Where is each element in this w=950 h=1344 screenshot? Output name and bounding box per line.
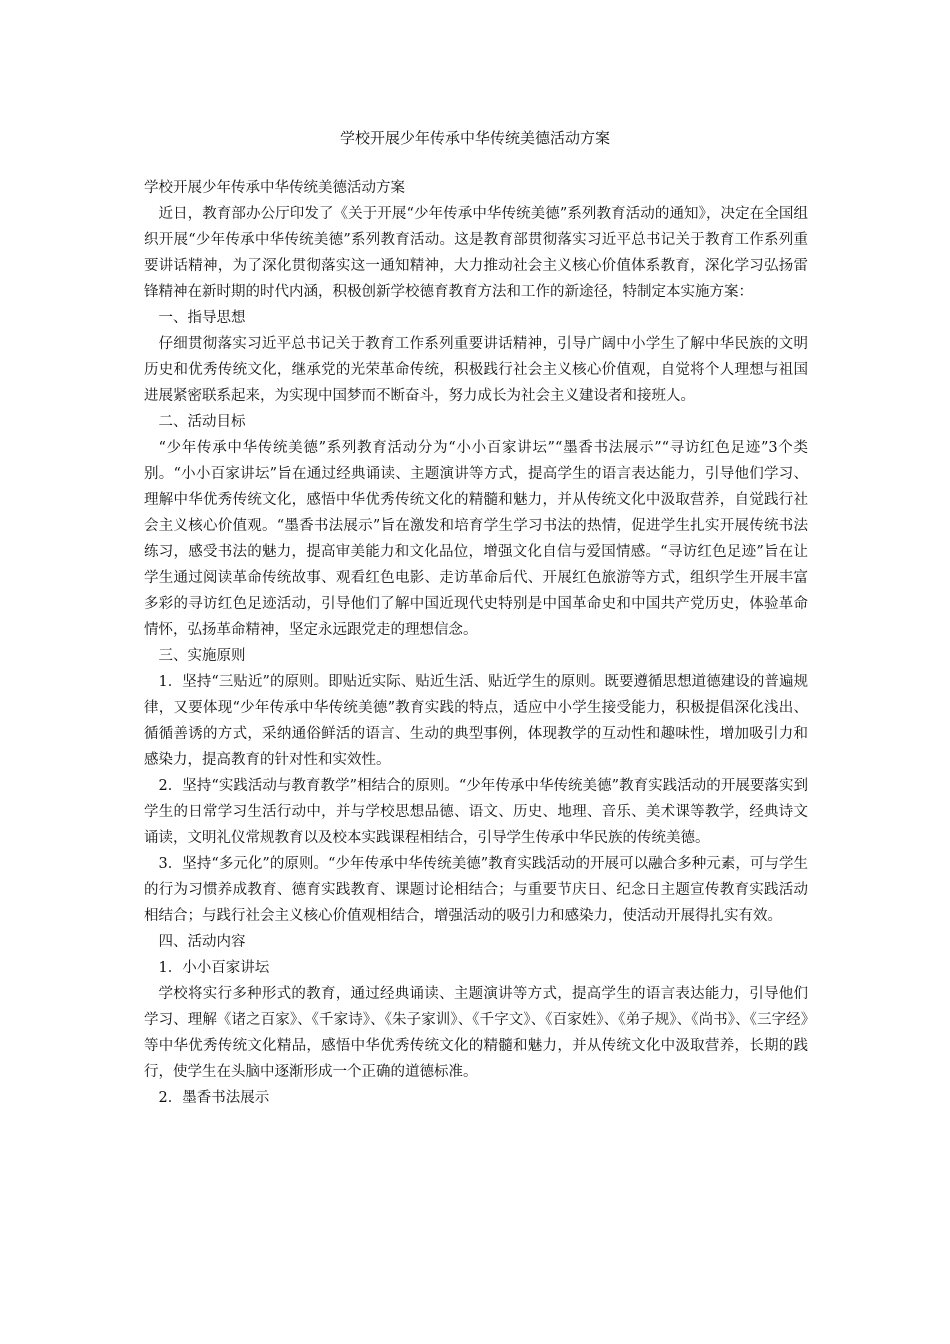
document-title: 学校开展少年传承中华传统美德活动方案 [339,129,610,147]
principle-1-paragraph: 1．坚持“三贴近”的原则。即贴近实际、贴近生活、贴近学生的原则。既要遵循思想道德建设的普遍规律，又要体现“少年传承中华传统美德”教育实践的特点，适应中小学生接受能力，积极提倡深化浅出、循循善诱的方式，采纳通俗鲜活的语言、生动的典型事例，体现教学的互动性和趣味性，增加吸引力和感染力，提高教育的针对性和实效性。 [144,674,808,768]
body-subtitle: 学校开展少年传承中华传统美德活动方案 [144,180,405,196]
section-heading-guiding-ideology: 一、指导思想 [158,310,246,326]
principle-2-paragraph: 2．坚持“实践活动与教育教学”相结合的原则。“少年传承中华传统美德”教育实践活动的开展要落实到学生的日常学习生活行动中，并与学校思想品德、语文、历史、地理、音乐、美术课等教学，经典诗文诵读，文明礼仪常规教育以及校本实践课程相结合，引导学生传承中华民族的传统美德。 [144,778,808,846]
item-1-paragraph: 学校将实行多种形式的教育，通过经典诵读、主题演讲等方式，提高学生的语言表达能力，引导他们学习、理解《诸之百家》、《千家诗》、《朱子家训》、《千字文》、《百家姓》、《弟子规》、《尚书》、《三字经》等中华优秀传统文化精品，感悟中华优秀传统文化的精髓和魅力，并从传统文化中汲取营养，长期的践行，使学生在头脑中逐渐形成一个正确的道德标准。 [144,986,808,1080]
section-heading-activity-content: 四、活动内容 [158,934,246,950]
document-body [144,175,808,1111]
guiding-ideology-paragraph: 仔细贯彻落实习近平总书记关于教育工作系列重要讲话精神，引导广阔中小学生了解中华民族的文明历史和优秀传统文化，继承党的光荣革命传统，积极践行社会主义核心价值观，自觉将个人理想与祖国进展紧密联系起来，为实现中国梦而不断奋斗，努力成长为社会主义建设者和接班人。 [144,336,808,404]
item-2-heading: 2．墨香书法展示 [158,1090,270,1106]
activity-goals-paragraph: “少年传承中华传统美德”系列教育活动分为“小小百家讲坛”“墨香书法展示”“寻访红色足迹”3个类别。“小小百家讲坛”旨在通过经典诵读、主题演讲等方式，提高学生的语言表达能力，引导他们学习、理解中华优秀传统文化，感悟中华优秀传统文化的精髓和魅力，并从传统文化中汲取营养，自觉践行社会主义核心价值观。“墨香书法展示”旨在激发和培育学生学习书法的热情，促进学生扎实开展传统书法练习，感受书法的魅力，提高审美能力和文化品位，增强文化自信与爱国情感。“寻访红色足迹”旨在让学生通过阅读革命传统故事、观看红色电影、走访革命后代、开展红色旅游等方式，组织学生开展丰富多彩的寻访红色足迹活动，引导他们了解中国近现代史特别是中国革命史和中国共产党历史，体验革命情怀，弘扬革命精神，坚定永远跟党走的理想信念。 [144,440,808,638]
section-heading-activity-goals: 二、活动目标 [158,414,246,430]
item-1-heading: 1．小小百家讲坛 [158,960,270,976]
intro-paragraph: 近日，教育部办公厅印发了《关于开展“少年传承中华传统美德”系列教育活动的通知》，决定在全国组织开展“少年传承中华传统美德”系列教育活动。这是教育部贯彻落实习近平总书记关于教育工作系列重要讲话精神，为了深化贯彻落实这一通知精神，大力推动社会主义核心价值体系教育，深化学习弘扬雷锋精神在新时期的时代内涵，积极创新学校德育教育方法和工作的新途径，特制定本实施方案： [144,206,808,300]
section-heading-principles: 三、实施原则 [158,648,246,664]
principle-3-paragraph: 3．坚持“多元化”的原则。“少年传承中华传统美德”教育实践活动的开展可以融合多种元素，可与学生的行为习惯养成教育、德育实践教育、课题讨论相结合；与重要节庆日、纪念日主题宣传教育实践活动相结合；与践行社会主义核心价值观相结合，增强活动的吸引力和感染力，使活动开展得扎实有效。 [144,856,808,924]
